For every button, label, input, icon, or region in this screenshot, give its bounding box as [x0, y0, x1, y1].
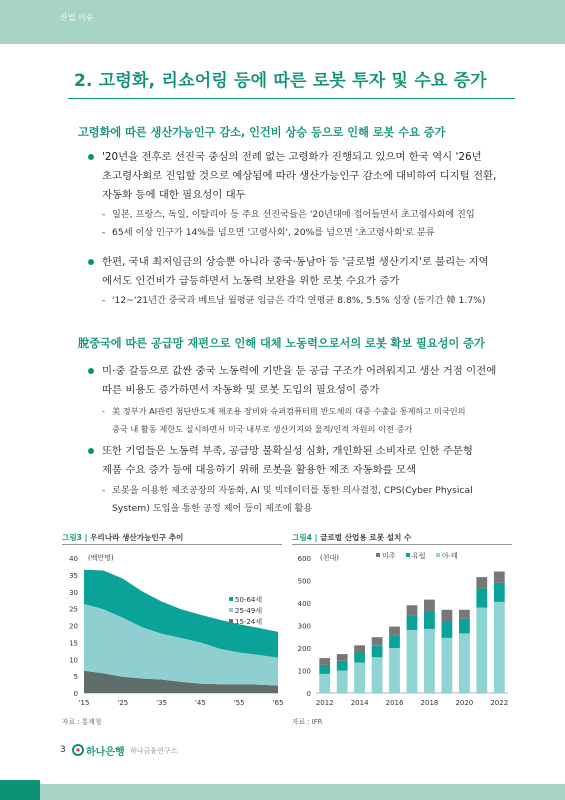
- y-tick-label: 200: [297, 645, 311, 653]
- x-tick-label: 2016: [385, 699, 404, 707]
- section1-bullet1-sub2: - 65세 이상 인구가 14%를 넘으면 '고령사회', 20%를 넘으면 '초고령사회'로 분류: [102, 227, 435, 238]
- x-tick-label: '55: [233, 699, 245, 707]
- bar-segment: [354, 653, 365, 663]
- page-title: 2. 고령화, 리쇼어링 등에 따른 로봇 투자 및 수요 증가: [74, 71, 487, 91]
- x-tick-label: 2020: [455, 699, 474, 707]
- legend-label: 유럽: [412, 552, 426, 560]
- section2-bullet1: 미·중 갈등으로 값싼 중국 노동력에 기반을 둔 공급 구조가 어려워지고 생산 거점 이전에 따른 비용도 증가하면서 자동화 및 로봇 도입의 필요성이 증가: [102, 362, 522, 400]
- y-tick-label: 30: [69, 588, 78, 597]
- bar-segment: [389, 648, 400, 693]
- section1-bullet1-sub1: - 일본, 프랑스, 독일, 이탈리아 등 주요 선진국들은 '20년대에 접어들면서 초고령사회에 진입: [102, 209, 475, 220]
- hana-logo-icon: [72, 741, 84, 760]
- x-tick-label: 2022: [490, 699, 509, 707]
- y-tick-label: 25: [69, 605, 78, 614]
- legend-label: 50-64세: [235, 596, 263, 604]
- x-tick-label: 2014: [350, 699, 369, 707]
- y-tick-label: 40: [69, 555, 78, 563]
- section2-bullet2: 또한 기업들은 노동력 부족, 공급망 불확실성 심화, 개인화된 소비자로 인한 주문형 제품 수요 증가 등에 대응하기 위해 로봇을 활용한 제조 자동화를 모색: [102, 442, 522, 480]
- bar-segment: [476, 608, 487, 694]
- legend-swatch: [406, 553, 410, 557]
- robot-installs-bar-chart: [290, 548, 515, 714]
- bar-segment: [372, 657, 383, 693]
- bar-segment: [494, 583, 505, 602]
- section1-bullet2: 한편, 국내 최저임금의 상승뿐 아니라 중국·동남아 등 '글로벌 생산기지'로 불리는 지역 에서도 인건비가 급등하면서 노동력 보완을 위한 로봇 수요가 증가: [102, 253, 522, 291]
- bar-segment: [459, 619, 470, 634]
- y-tick-label: 100: [297, 667, 311, 676]
- legend-swatch: [229, 608, 233, 612]
- y-tick-label: 5: [73, 673, 78, 682]
- x-tick-label: '35: [156, 699, 168, 707]
- bullet-dot-icon: [88, 154, 94, 160]
- y-unit-label: (천대): [320, 554, 339, 562]
- x-tick-label: 2012: [315, 699, 334, 707]
- legend-label: 25-49세: [235, 607, 263, 615]
- section2-bullet2-sub1: - 로봇을 이용한 제조공장의 자동화, AI 및 빅데이터를 통한 의사결정, CPS(Cyber Physical System) 도입을 통한 공정 제어 등이 제조에 활용: [102, 485, 473, 514]
- section1-bullet1: '20년을 전후로 선진국 중심의 전례 없는 고령화가 진행되고 있으며 한국 역시 '26년 초고령사회로 진입할 것으로 예상됨에 따라 생산가능인구 감소에 대비하여 디지털 전환, 자동화 등에 대한 필요성이 대두: [102, 148, 522, 205]
- section-label: 산업 이슈: [60, 13, 94, 22]
- bar-segment: [372, 637, 383, 646]
- bar-segment: [337, 661, 348, 671]
- y-tick-label: 300: [297, 622, 311, 631]
- bar-segment: [494, 602, 505, 693]
- title-rule: [68, 98, 515, 99]
- y-tick-label: 10: [69, 656, 78, 665]
- section2-heading: 脫중국에 따른 공급망 재편으로 인해 대체 노동력으로서의 로봇 확보 필요성이 증가: [78, 337, 485, 350]
- bar-segment: [337, 671, 348, 694]
- bullet-dot-icon: [88, 448, 94, 454]
- y-tick-label: 15: [69, 639, 78, 648]
- bottom-accent: [0, 780, 40, 800]
- population-area-chart: [56, 548, 286, 714]
- legend-label: 미주: [382, 552, 396, 560]
- bar-segment: [389, 627, 400, 636]
- x-tick-label: 2018: [420, 699, 439, 707]
- bar-segment: [424, 612, 435, 629]
- bar-segment: [337, 654, 348, 661]
- legend-swatch: [436, 553, 440, 557]
- figure3-rule: [62, 544, 282, 545]
- y-tick-label: 400: [297, 600, 311, 608]
- bar-segment: [372, 646, 383, 657]
- y-tick-label: 600: [297, 555, 311, 563]
- bar-segment: [407, 615, 418, 630]
- y-tick-label: 500: [297, 577, 311, 586]
- y-tick-label: 0: [73, 690, 78, 698]
- legend-swatch: [229, 597, 233, 601]
- page-number: 3: [60, 745, 66, 755]
- figure3-title: 그림3 | 우리나라 생산가능인구 추이: [62, 533, 184, 542]
- legend-label: 15-24세: [235, 618, 263, 626]
- bullet-dot-icon: [88, 368, 94, 374]
- x-tick-label: '15: [78, 699, 90, 707]
- bottom-band: [0, 784, 565, 800]
- bar-segment: [319, 674, 330, 693]
- figure4-rule: [292, 544, 512, 545]
- logo-subtext: 하나금융연구소: [130, 747, 178, 755]
- bar-segment: [442, 610, 453, 621]
- section1-bullet2-sub1: - '12~'21년간 중국과 베트남 월평균 임금은 각각 연평균 8.8%, 5.5% 성장 (동기간 韓 1.7%): [102, 295, 486, 306]
- bar-segment: [389, 636, 400, 648]
- figure4-title: 그림4 | 글로벌 산업용 로봇 설치 수: [292, 533, 412, 542]
- logo-text: 하나은행: [86, 747, 125, 758]
- page-body: [0, 44, 565, 800]
- x-tick-label: '25: [117, 699, 129, 707]
- section1-heading: 고령화에 따른 생산가능인구 감소, 인건비 상승 등으로 인해 로봇 수요 증가: [78, 126, 446, 139]
- bar-segment: [424, 600, 435, 612]
- bar-segment: [476, 588, 487, 607]
- top-band: [0, 0, 565, 44]
- bar-segment: [494, 572, 505, 583]
- y-tick-label: 20: [69, 622, 78, 631]
- bar-segment: [319, 658, 330, 665]
- bar-segment: [319, 665, 330, 674]
- bar-segment: [459, 633, 470, 693]
- bar-segment: [442, 621, 453, 638]
- bar-segment: [476, 577, 487, 588]
- bar-segment: [459, 610, 470, 619]
- y-unit-label: (백만명): [88, 554, 114, 562]
- figure3-source: 자료 : 통계청: [62, 718, 102, 726]
- legend-swatch: [376, 553, 380, 557]
- x-tick-label: '45: [194, 699, 206, 707]
- y-tick-label: 35: [69, 571, 78, 580]
- y-tick-label: 0: [306, 690, 311, 698]
- legend-label: 아·태: [442, 552, 458, 560]
- bar-segment: [407, 630, 418, 693]
- bar-segment: [424, 629, 435, 693]
- section2-bullet1-sub1: - 美 정부가 AI관련 첨단반도체 제조용 장비와 슈퍼컴퓨터用 반도체의 대중 수출을 통제하고 미국인의 중국 내 활동 제한도 실시하면서 미국 내부로 생산기지와 물적/인적 자원의 이전 증가: [102, 406, 466, 434]
- legend-swatch: [229, 619, 233, 623]
- bar-segment: [442, 638, 453, 693]
- bar-segment: [354, 645, 365, 652]
- bar-segment: [354, 663, 365, 693]
- x-tick-label: '65: [272, 699, 284, 707]
- bar-segment: [407, 605, 418, 615]
- bullet-dot-icon: [88, 259, 94, 265]
- figure4-source: 자료 : IFR: [292, 718, 323, 726]
